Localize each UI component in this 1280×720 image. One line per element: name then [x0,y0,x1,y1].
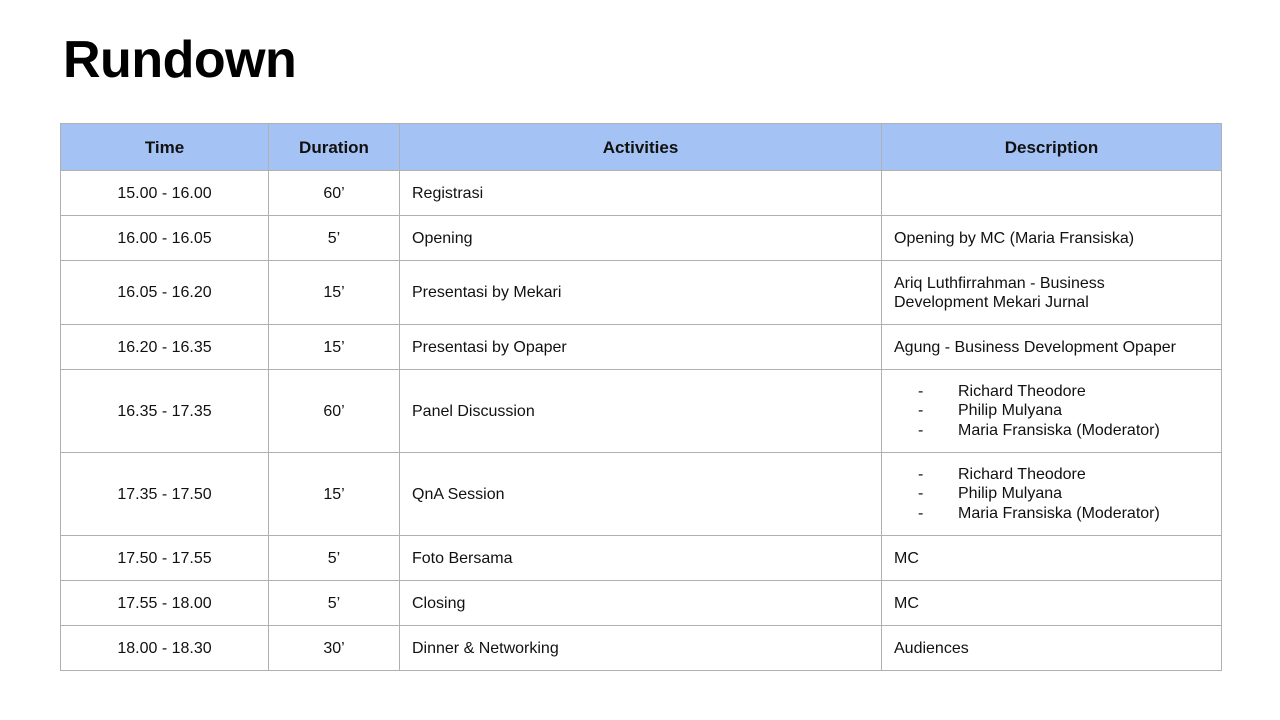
list-item [918,484,1209,504]
speaker-name: Philip Mulyana [958,485,1063,503]
description-cell: Opening by MC (Maria Fransiska) [882,216,1222,261]
activity-cell: Panel Discussion [400,370,882,453]
dash-bullet: - [918,465,924,483]
activity-cell: QnA Session [400,453,882,536]
description-cell [882,370,1222,453]
description-cell: MC [882,536,1222,581]
duration-cell: 60’ [269,171,400,216]
description-cell: MC [882,581,1222,626]
time-cell: 17.50 - 17.55 [61,536,269,581]
header-duration: Duration [269,124,400,171]
speaker-name: Richard Theodore [958,465,1086,483]
list-item [918,504,1209,524]
duration-cell: 60’ [269,370,400,453]
table-header-row [61,124,1222,171]
duration-cell: 5’ [269,216,400,261]
time-cell: 18.00 - 18.30 [61,626,269,671]
time-cell: 16.35 - 17.35 [61,370,269,453]
rundown-table [60,123,1222,671]
time-cell: 16.20 - 16.35 [61,325,269,370]
table-row [61,581,1222,626]
table-row [61,261,1222,325]
activity-cell: Dinner & Networking [400,626,882,671]
table-row [61,626,1222,671]
activity-cell: Closing [400,581,882,626]
speaker-list [894,382,1209,441]
description-line: Ariq Luthfirrahman - Business [894,274,1105,292]
time-cell: 16.00 - 16.05 [61,216,269,261]
duration-cell: 15’ [269,261,400,325]
activity-cell: Opening [400,216,882,261]
header-time: Time [61,124,269,171]
list-item [918,382,1209,402]
description-cell [882,261,1222,325]
list-item [918,421,1209,441]
description-line: Development Mekari Jurnal [894,293,1089,311]
description-cell: Agung - Business Development Opaper [882,325,1222,370]
activity-cell: Presentasi by Opaper [400,325,882,370]
duration-cell: 5’ [269,536,400,581]
list-item [918,465,1209,485]
activity-cell: Foto Bersama [400,536,882,581]
duration-cell: 15’ [269,325,400,370]
dash-bullet: - [918,421,924,439]
time-cell: 17.35 - 17.50 [61,453,269,536]
speaker-list [894,465,1209,524]
page-title: Rundown [63,31,297,89]
dash-bullet: - [918,485,924,503]
description-cell [882,453,1222,536]
list-item [918,401,1209,421]
duration-cell: 15’ [269,453,400,536]
speaker-name: Richard Theodore [958,382,1086,400]
header-activities: Activities [400,124,882,171]
time-cell: 17.55 - 18.00 [61,581,269,626]
speaker-name: Philip Mulyana [958,402,1063,420]
table-row [61,370,1222,453]
speaker-name: Maria Fransiska (Moderator) [958,421,1160,439]
table-row [61,453,1222,536]
header-description: Description [882,124,1222,171]
dash-bullet: - [918,382,924,400]
activity-cell: Registrasi [400,171,882,216]
description-cell [882,171,1222,216]
time-cell: 15.00 - 16.00 [61,171,269,216]
table-row [61,325,1222,370]
table-row [61,216,1222,261]
table-row [61,536,1222,581]
time-cell: 16.05 - 16.20 [61,261,269,325]
description-cell: Audiences [882,626,1222,671]
duration-cell: 5’ [269,581,400,626]
speaker-name: Maria Fransiska (Moderator) [958,504,1160,522]
dash-bullet: - [918,402,924,420]
activity-cell: Presentasi by Mekari [400,261,882,325]
duration-cell: 30’ [269,626,400,671]
table-row [61,171,1222,216]
dash-bullet: - [918,504,924,522]
